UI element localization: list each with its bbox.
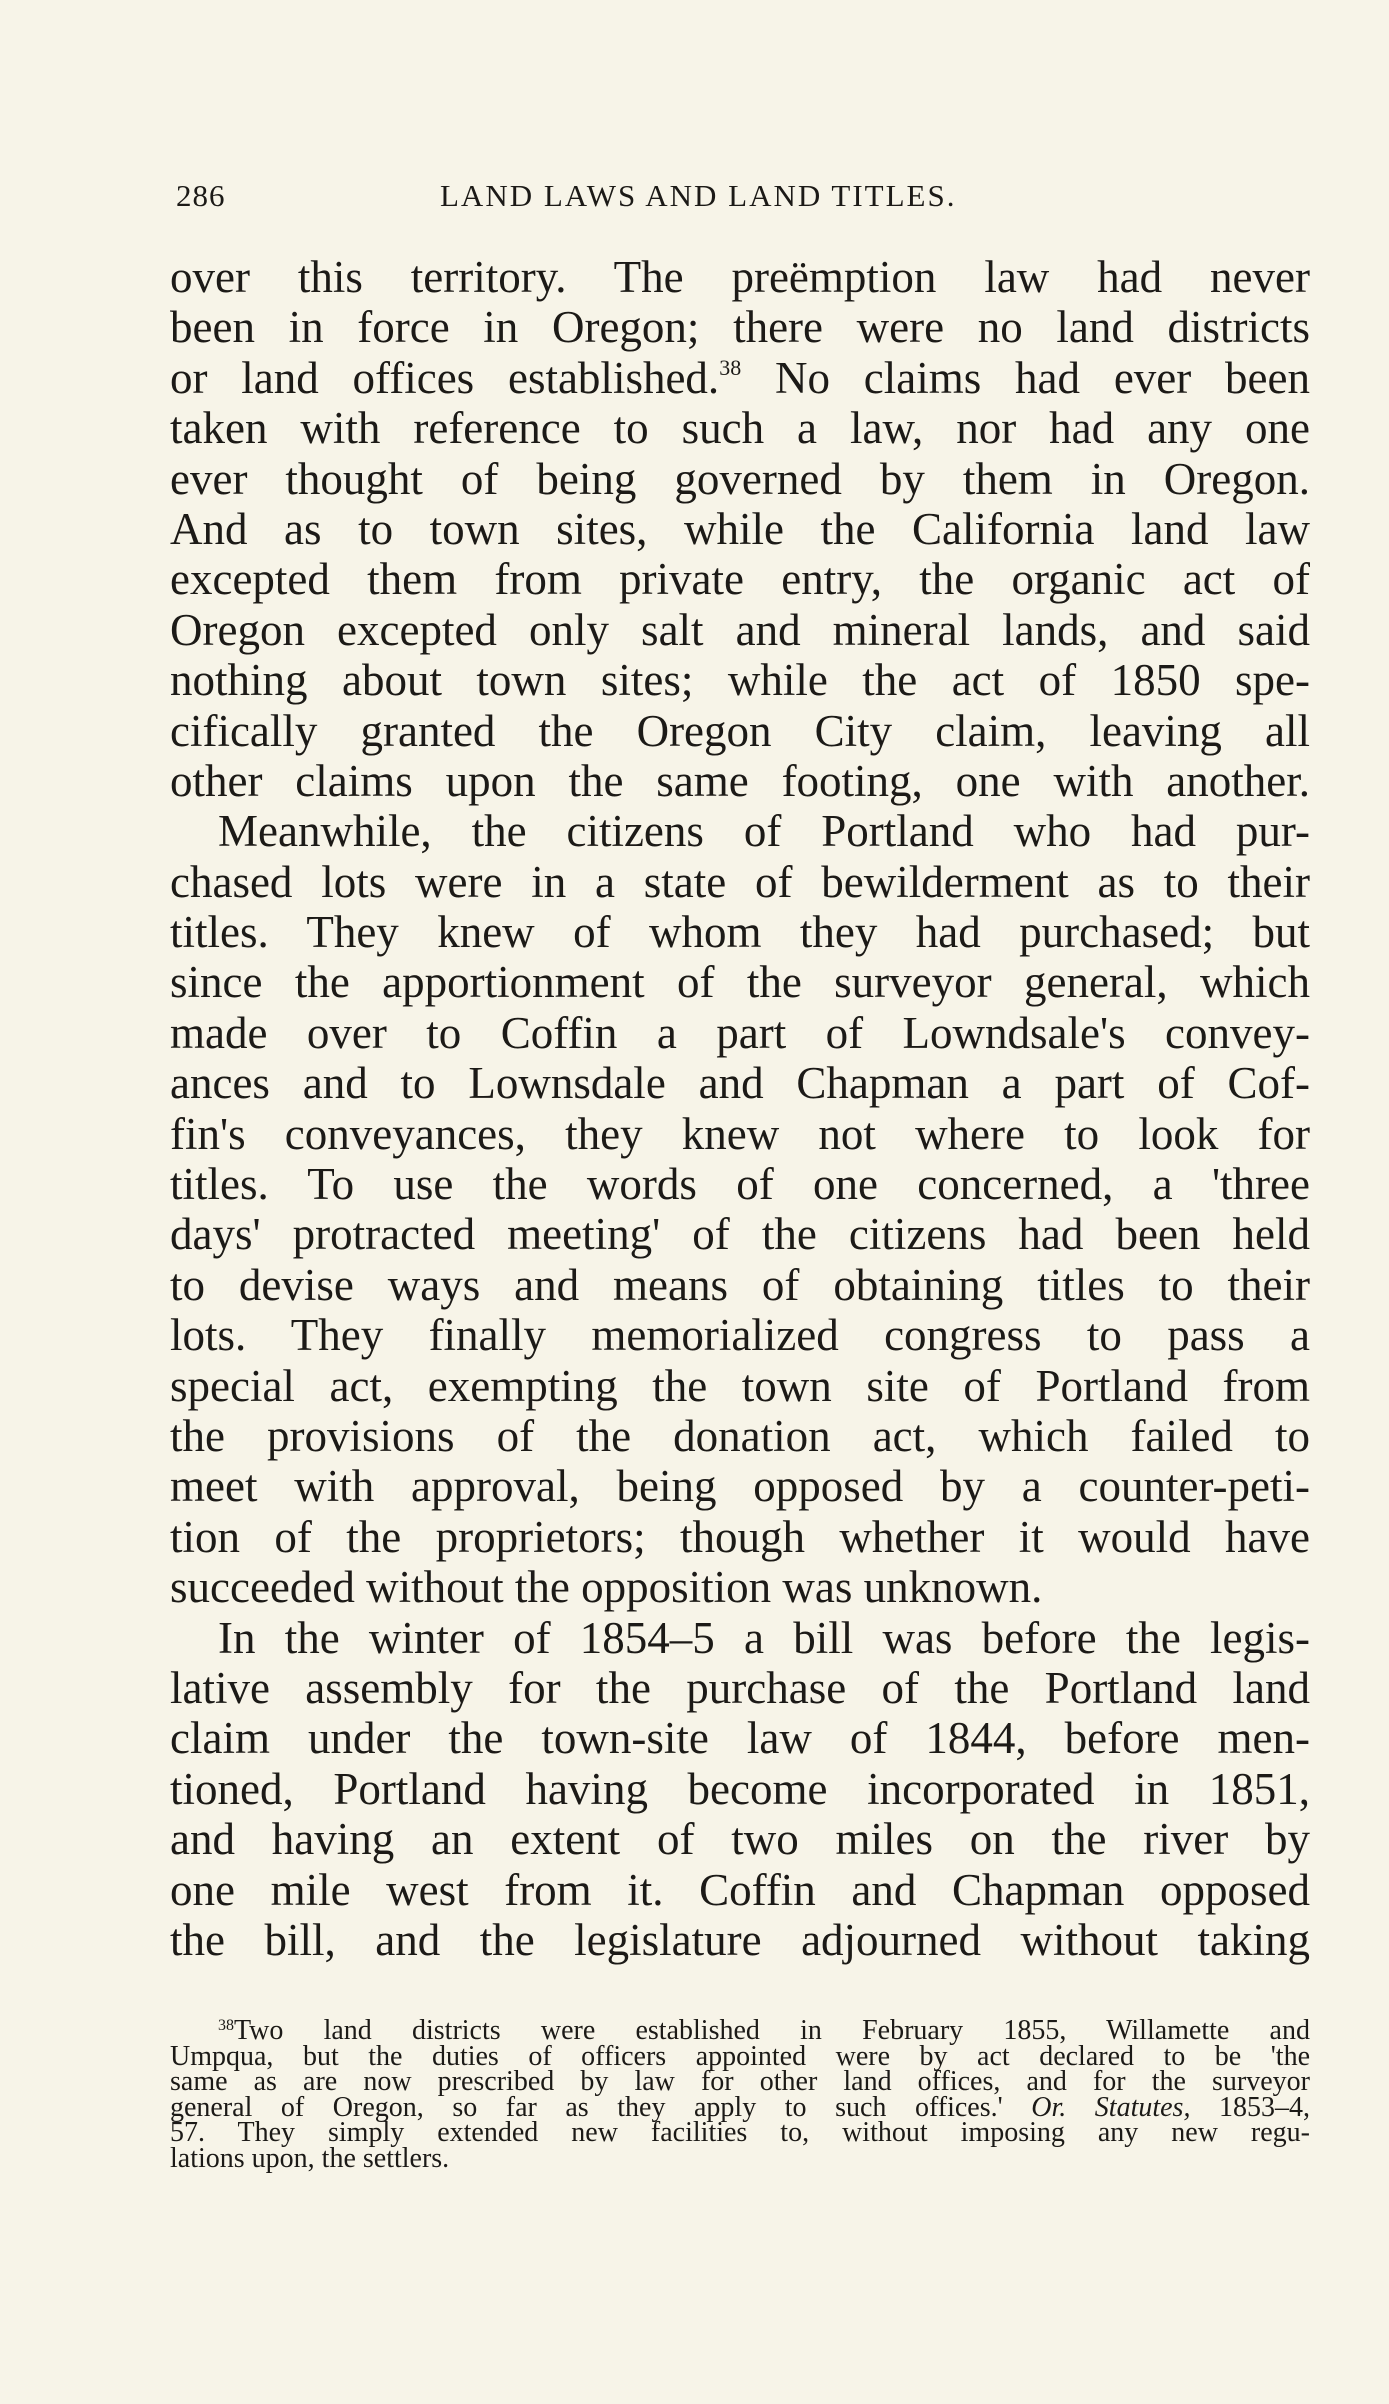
footnote-marker: 38 [218, 2017, 234, 2034]
running-head [176, 178, 1306, 218]
text-line: chased lots were in a state of bewilderment as to their [170, 856, 1310, 907]
text-line: Oregon excepted only salt and mineral lands, and said [170, 604, 1310, 655]
text-line: tion of the proprietors; though whether it would have [170, 1511, 1310, 1562]
paragraph-start-line: In the winter of 1854–5 a bill was before the legis- [218, 1612, 1310, 1663]
text-line: lots. They finally memorialized congress to pass a [170, 1310, 1310, 1361]
paragraph-start-line: Meanwhile, the citizens of Portland who had pur- [218, 806, 1310, 857]
text-line: the provisions of the donation act, which failed to [170, 1410, 1310, 1461]
running-title: LAND LAWS AND LAND TITLES. [440, 178, 957, 213]
text-line: claim under the town-site law of 1844, before men- [170, 1713, 1310, 1764]
text-line: excepted them from private entry, the organic act of [170, 554, 1310, 605]
text-line: And as to town sites, while the California land law [170, 503, 1310, 554]
text-line: the bill, and the legislature adjourned without taking [170, 1914, 1310, 1965]
text-line: meet with approval, being opposed by a counter-peti- [170, 1461, 1310, 1512]
text-line: fin's conveyances, they knew not where to look for [170, 1108, 1310, 1159]
text-line: since the apportionment of the surveyor general, which [170, 957, 1310, 1008]
footnote-text: general of Oregon, so far as they apply to such offices.' [170, 2091, 1032, 2123]
text-line: ever thought of being governed by them in Oregon. [170, 453, 1310, 504]
text-line: nothing about town sites; while the act of 1850 spe- [170, 655, 1310, 706]
footnote-line: lations upon, the settlers. [170, 2142, 450, 2174]
body-text [170, 252, 1310, 1965]
text-line: other claims upon the same footing, one with another. [170, 755, 1310, 806]
footnote-text: 1853–4, [1190, 2091, 1311, 2123]
statute-citation: Or. Statutes, [1031, 2091, 1191, 2123]
footnote-line: Umpqua, but the duties of officers appointed were by act declared to be 'the [170, 2040, 1310, 2072]
footnote-text: Two land districts were established in February 1855, Willamette and [234, 2015, 1310, 2046]
footnote-line [170, 2015, 1310, 2046]
text-line: been in force in Oregon; there were no land districts [170, 302, 1310, 353]
text-line [170, 353, 1310, 403]
footnote-line: same as are now prescribed by law for other land offices, and for the surveyor [170, 2066, 1310, 2098]
text-line: titles. They knew of whom they had purchased; but [170, 907, 1310, 958]
page-number: 286 [176, 178, 226, 213]
text-line: special act, exempting the town site of Portland from [170, 1360, 1310, 1411]
text-line: taken with reference to such a law, nor had any one [170, 403, 1310, 454]
text-line: tioned, Portland having become incorporated in 1851, [170, 1763, 1310, 1814]
text-line: titles. To use the words of one concerned, a 'three [170, 1159, 1310, 1210]
text-line: over this territory. The preëmption law had never [170, 252, 1310, 302]
footnote [170, 2015, 1311, 2174]
text-line: lative assembly for the purchase of the Portland land [170, 1662, 1310, 1713]
text-line: cifically granted the Oregon City claim, leaving all [170, 705, 1310, 756]
paragraph-end-line: succeeded without the opposition was unknown. [170, 1562, 1043, 1613]
footnote-reference: 38 [719, 354, 742, 380]
text-line-start: or land offices established. [170, 352, 720, 403]
text-line: made over to Coffin a part of Lowndsale's convey- [170, 1007, 1310, 1058]
text-line: days' protracted meeting' of the citizens had been held [170, 1209, 1310, 1260]
text-line: ances and to Lownsdale and Chapman a part of Cof- [170, 1058, 1310, 1109]
footnote-line: 57. They simply extended new facilities to, without imposing any new regu- [170, 2117, 1310, 2149]
text-line: to devise ways and means of obtaining titles to their [170, 1259, 1310, 1310]
text-line: and having an extent of two miles on the river by [170, 1814, 1310, 1865]
text-line-end: No claims had ever been [741, 352, 1310, 403]
text-line: one mile west from it. Coffin and Chapman opposed [170, 1864, 1310, 1915]
